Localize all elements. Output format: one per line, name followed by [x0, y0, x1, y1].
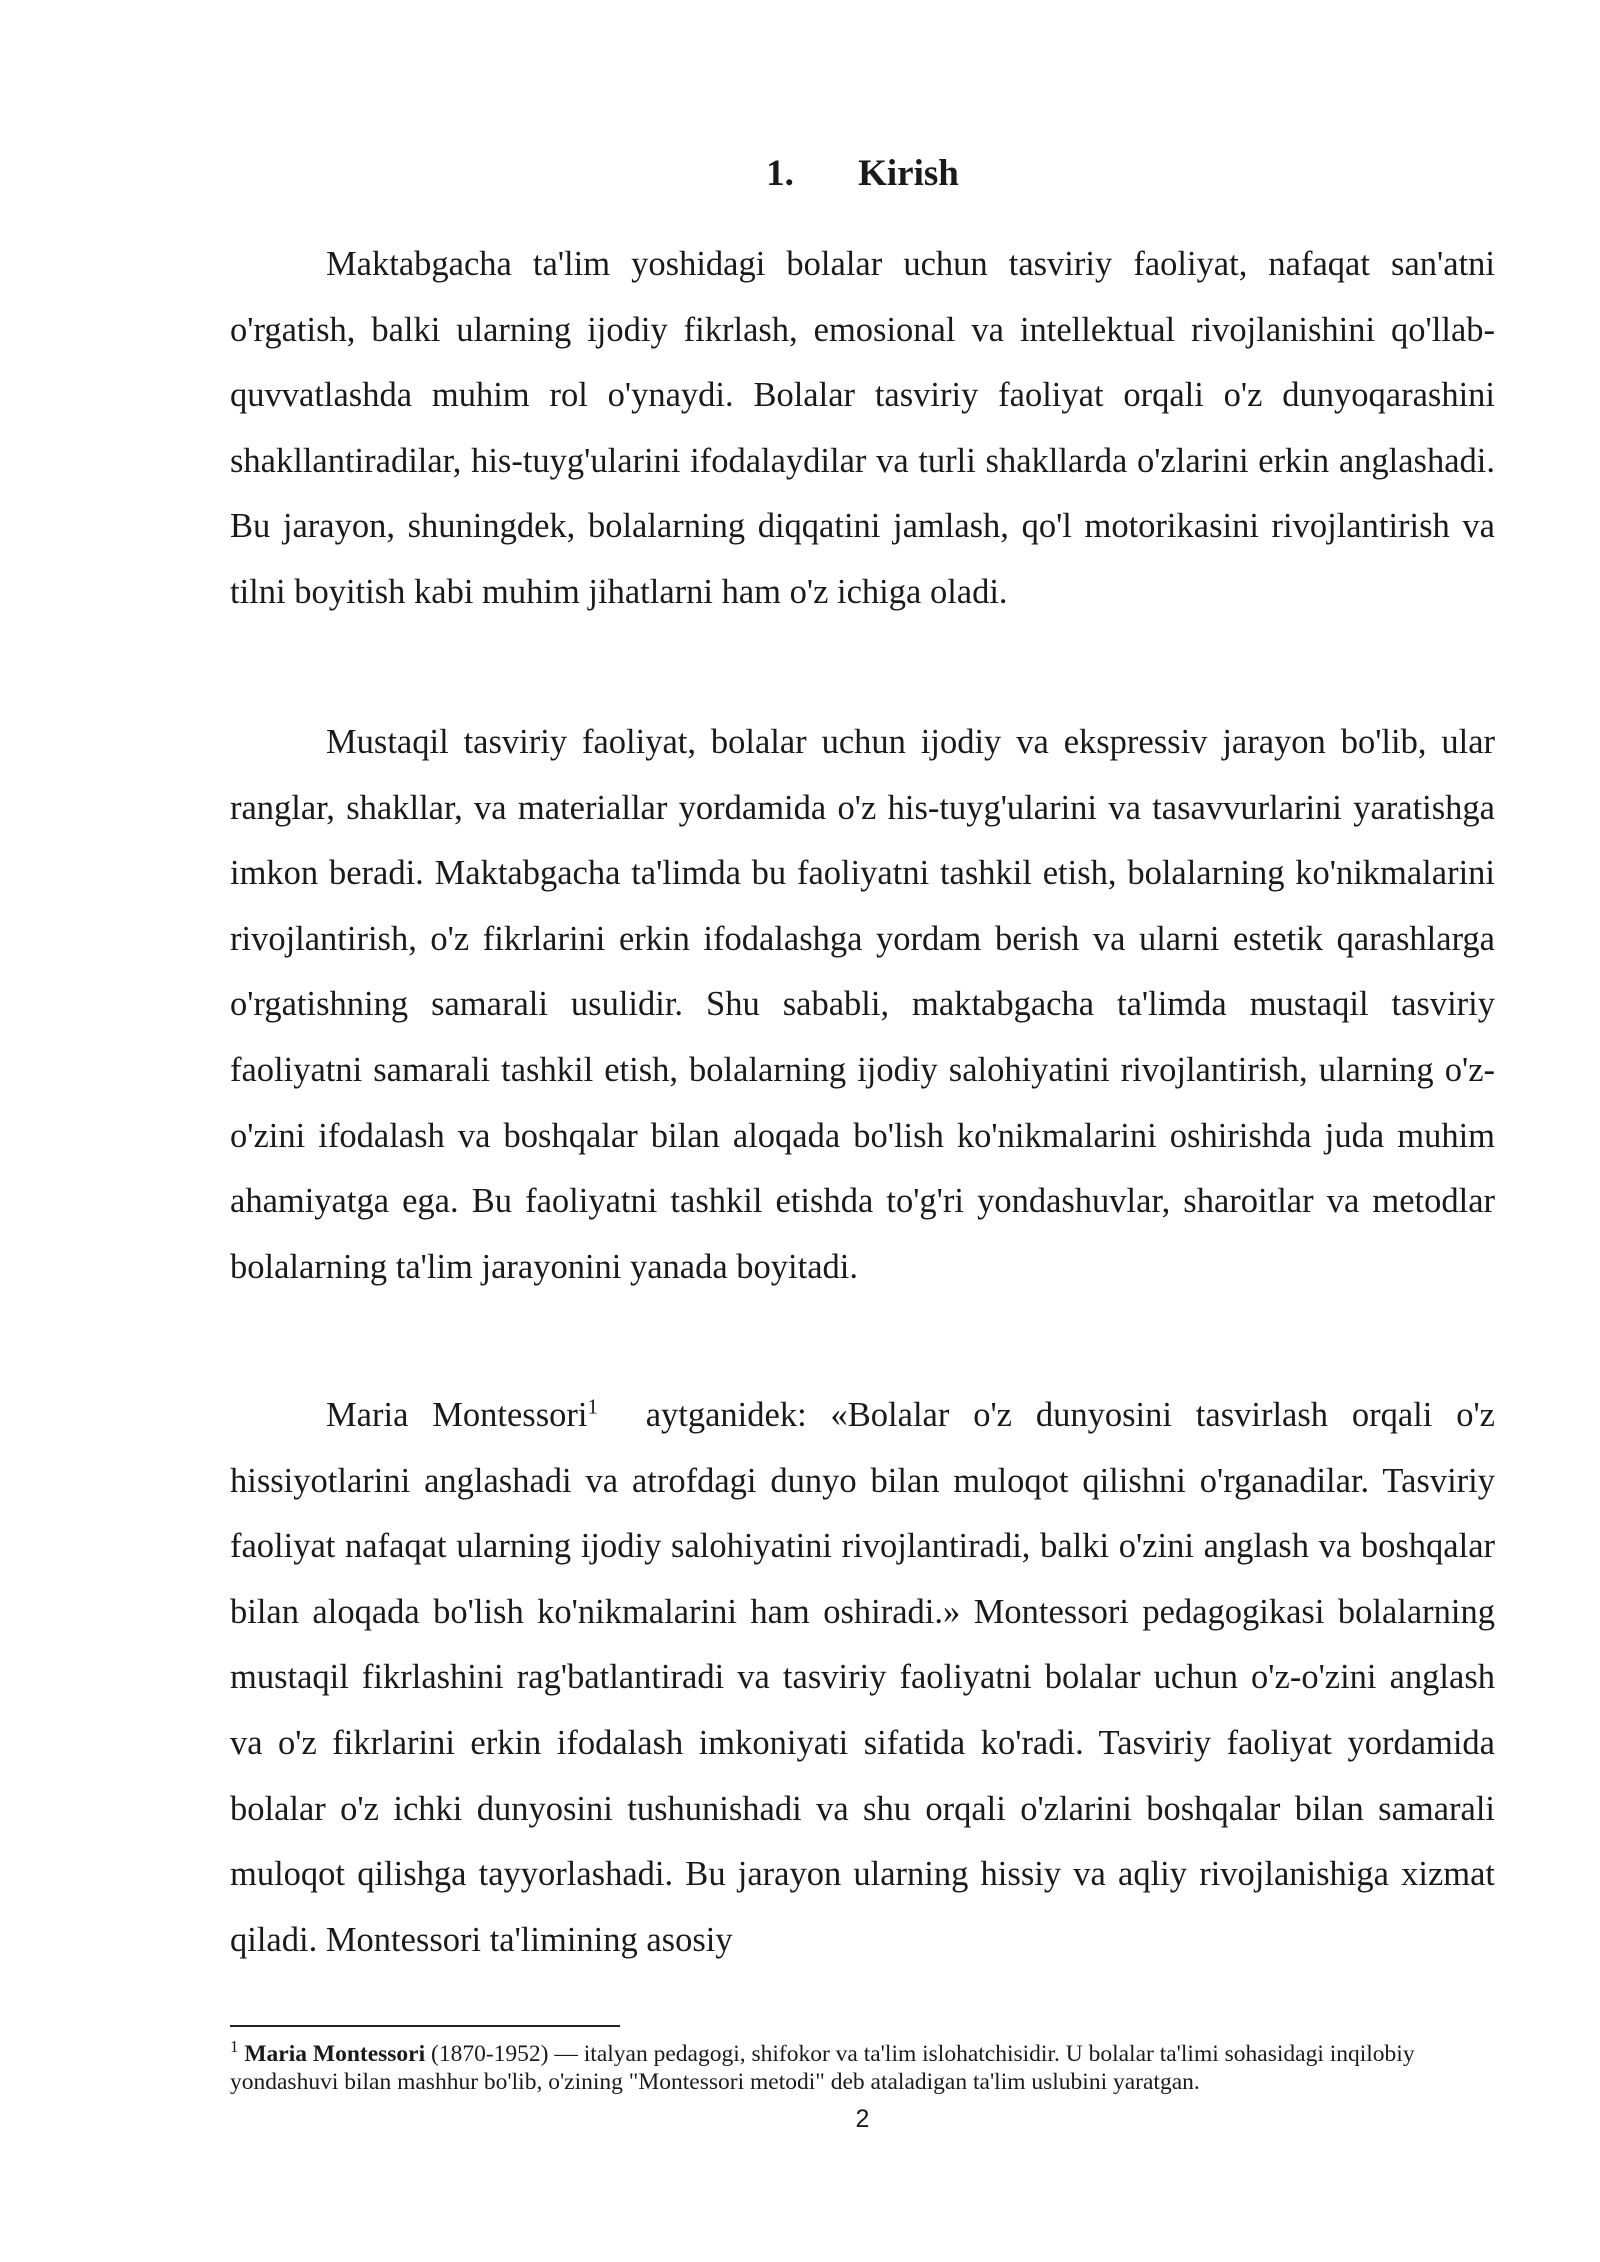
section-number: 1.	[766, 153, 794, 194]
section-heading	[230, 150, 1495, 198]
page-number: 2	[855, 2105, 870, 2133]
montessori-quote-paragraph	[230, 1383, 1504, 1973]
footnote-text: (1870-1952) — italyan pedagogi, shifokor va ta'lim islohatchisidir. U bolalar ta'limi sohasidagi inqilobiy yondashuvi bilan mashhur bo'lib, o'zining "Montessori metodi" deb ataladigan ta'lim uslubini yaratgan.	[230, 2041, 1415, 2095]
footnote-mark: 1	[230, 2037, 239, 2057]
intro-paragraph-1: Maktabgacha ta'lim yoshidagi bolalar uchun tasviriy faoliyat, nafaqat san'atni o'rgatish, balki ularning ijodiy fikrlash, emosional va intellektual rivojlanishini qo'llab-quvvatlashda muhim rol o'ynaydi. Bolalar tasviriy faoliyat orqali o'z dunyoqarashini shakllantiradilar, his-tuyg'ularini ifodalaydilar va turli shakllarda o'zlarini erkin anglashadi. Bu jarayon, shuningdek, bolalarning diqqatini jamlash, qo'l motorikasini rivojlantirish va tilni boyitish kabi muhim jihatlarni ham o'z ichiga oladi.	[230, 245, 1495, 611]
footnote-separator	[230, 2025, 620, 2027]
footnote-reference[interactable]: 1	[587, 1394, 598, 1419]
footnote	[230, 2037, 1495, 2096]
intro-paragraph-2: Mustaqil tasviriy faoliyat, bolalar uchun ijodiy va ekspressiv jarayon bo'lib, ular ranglar, shakllar, va materiallar yordamida o'z his-tuyg'ularini va tasavvurlarini yaratishga imkon beradi. Maktabgacha ta'limda bu faoliyatni tashkil etish, bolalarning ko'nikmalarini rivojlantirish, o'z fikrlarini erkin ifodalashga yordam berish va ularni estetik qarashlarga o'rgatishning samarali usulidir. Shu sababli, maktabgacha ta'limda mustaqil tasviriy faoliyatni samarali tashkil etish, bolalarning ijodiy salohiyatini rivojlantirish, ularning o'z-o'zini ifodalash va boshqalar bilan aloqada bo'lish ko'nikmalarini oshirishda juda muhim ahamiyatga ega. Bu faoliyatni tashkil etishda to'g'ri yondashuvlar, sharoitlar va metodlar bolalarning ta'lim jarayonini yanada boyitadi.	[230, 723, 1495, 1286]
section-title: Kirish	[858, 153, 959, 194]
quote-text: aytganidek: «Bolalar o'z dunyosini tasvirlash orqali o'z hissiyotlarini anglashadi va atrofdagi dunyo bilan muloqot qilishni o'rganadilar. Tasviriy faoliyat nafaqat ularning ijodiy salohiyatini rivojlantiradi, balki o'zini anglash va boshqalar bilan aloqada bo'lish ko'nikmalarini ham oshiradi.» Montessori pedagogikasi bolalarning mustaqil fikrlashini rag'batlantiradi va tasviriy faoliyatni bolalar uchun o'z-o'zini anglash va o'z fikrlarini erkin ifodalash imkoniyati sifatida ko'radi. Tasviriy faoliyat yordamida bolalar o'z ichki dunyosini tushunishadi va shu orqali o'zlarini boshqalar bilan samarali muloqot qilishga tayyorlashadi. Bu jarayon ularning hissiy va aqliy rivojlanishiga xizmat qiladi. Montessori ta'limining asosiy	[230, 1396, 1504, 1959]
montessori-name: Maria Montessori	[326, 1396, 588, 1434]
footnote-name: Maria Montessori	[244, 2041, 426, 2067]
